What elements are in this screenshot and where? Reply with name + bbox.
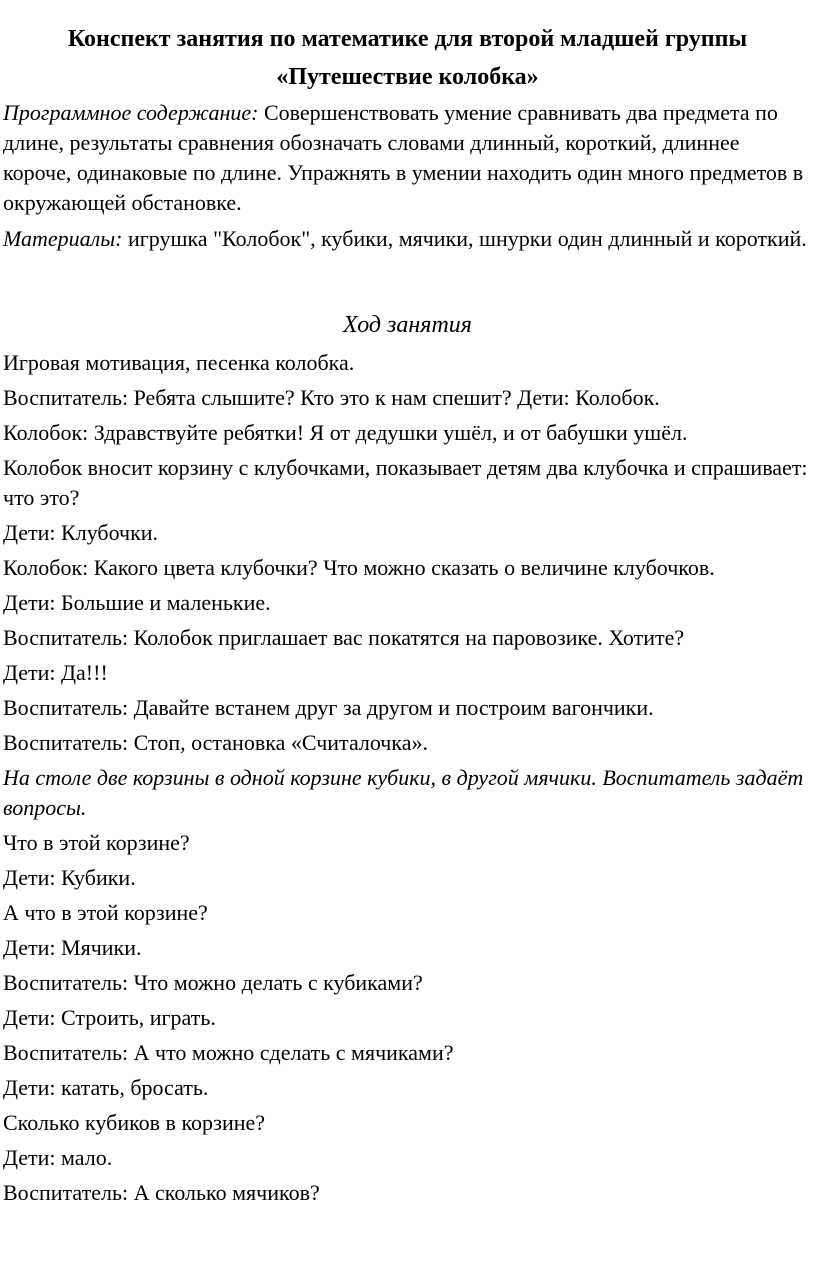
section-heading: Ход занятия xyxy=(343,312,472,338)
materials-text: игрушка "Колобок", кубики, мячики, шнурки один длинный и короткий. xyxy=(122,226,807,251)
lesson-lines xyxy=(3,348,812,1208)
lesson-line: Воспитатель: Давайте встанем друг за другом и построим вагончики. xyxy=(3,695,654,720)
lesson-line: Воспитатель: Стоп, остановка «Считалочка». xyxy=(3,730,428,755)
lesson-line: Дети: катать, бросать. xyxy=(3,1075,209,1100)
lesson-line: А что в этой корзине? xyxy=(3,900,208,925)
lesson-line: Сколько кубиков в корзине? xyxy=(3,1110,266,1135)
lesson-line-stage-direction: На столе две корзины в одной корзине кубики, в другой мячики. Воспитатель задаёт вопросы. xyxy=(3,765,804,820)
lesson-line: Воспитатель: Колобок приглашает вас покатятся на паровозике. Хотите? xyxy=(3,625,685,650)
lesson-line: Дети: Строить, играть. xyxy=(3,1005,216,1030)
lesson-line: Колобок вносит корзину с клубочками, показывает детям два клубочка и спрашивает: что это? xyxy=(3,455,808,510)
lesson-line: Игровая мотивация, песенка колобка. xyxy=(3,350,355,375)
document-title xyxy=(3,20,812,96)
lesson-line: Дети: Кубики. xyxy=(3,865,136,890)
lesson-line: Воспитатель: Что можно делать с кубиками? xyxy=(3,970,423,995)
materials-paragraph xyxy=(3,224,812,254)
lesson-line: Воспитатель: А сколько мячиков? xyxy=(3,1180,320,1205)
title-line-1: Конспект занятия по математике для второй младшей группы xyxy=(67,26,748,52)
lesson-line: Колобок: Какого цвета клубочки? Что можно сказать о величине клубочков. xyxy=(3,555,715,580)
lesson-line: Воспитатель: А что можно сделать с мячиками? xyxy=(3,1040,454,1065)
program-content-text: Совершенствовать умение сравнивать два предмета по длине, результаты сравнения обозначать словами длинный, короткий, длиннее короче, одинаковые по длине. Упражнять в умении находить один много предметов в окружающей обстановке. xyxy=(3,100,804,215)
lesson-line: Дети: Клубочки. xyxy=(3,520,159,545)
lesson-line: Что в этой корзине? xyxy=(3,830,190,855)
lesson-line: Воспитатель: Ребята слышите? Кто это к нам спешит? Дети: Колобок. xyxy=(3,385,660,410)
lesson-line: Дети: Да!!! xyxy=(3,660,108,685)
lesson-line: Колобок: Здравствуйте ребятки! Я от дедушки ушёл, и от бабушки ушёл. xyxy=(3,420,688,445)
lesson-line: Дети: Мячики. xyxy=(3,935,142,960)
lesson-line: Дети: Большие и маленькие. xyxy=(3,590,271,615)
title-line-2: «Путешествие колобка» xyxy=(276,64,539,90)
program-content-label: Программное содержание: xyxy=(3,100,259,125)
program-content-paragraph xyxy=(3,98,812,218)
lesson-line: Дети: мало. xyxy=(3,1145,113,1170)
document-page xyxy=(0,20,816,1268)
materials-label: Материалы: xyxy=(3,226,123,251)
